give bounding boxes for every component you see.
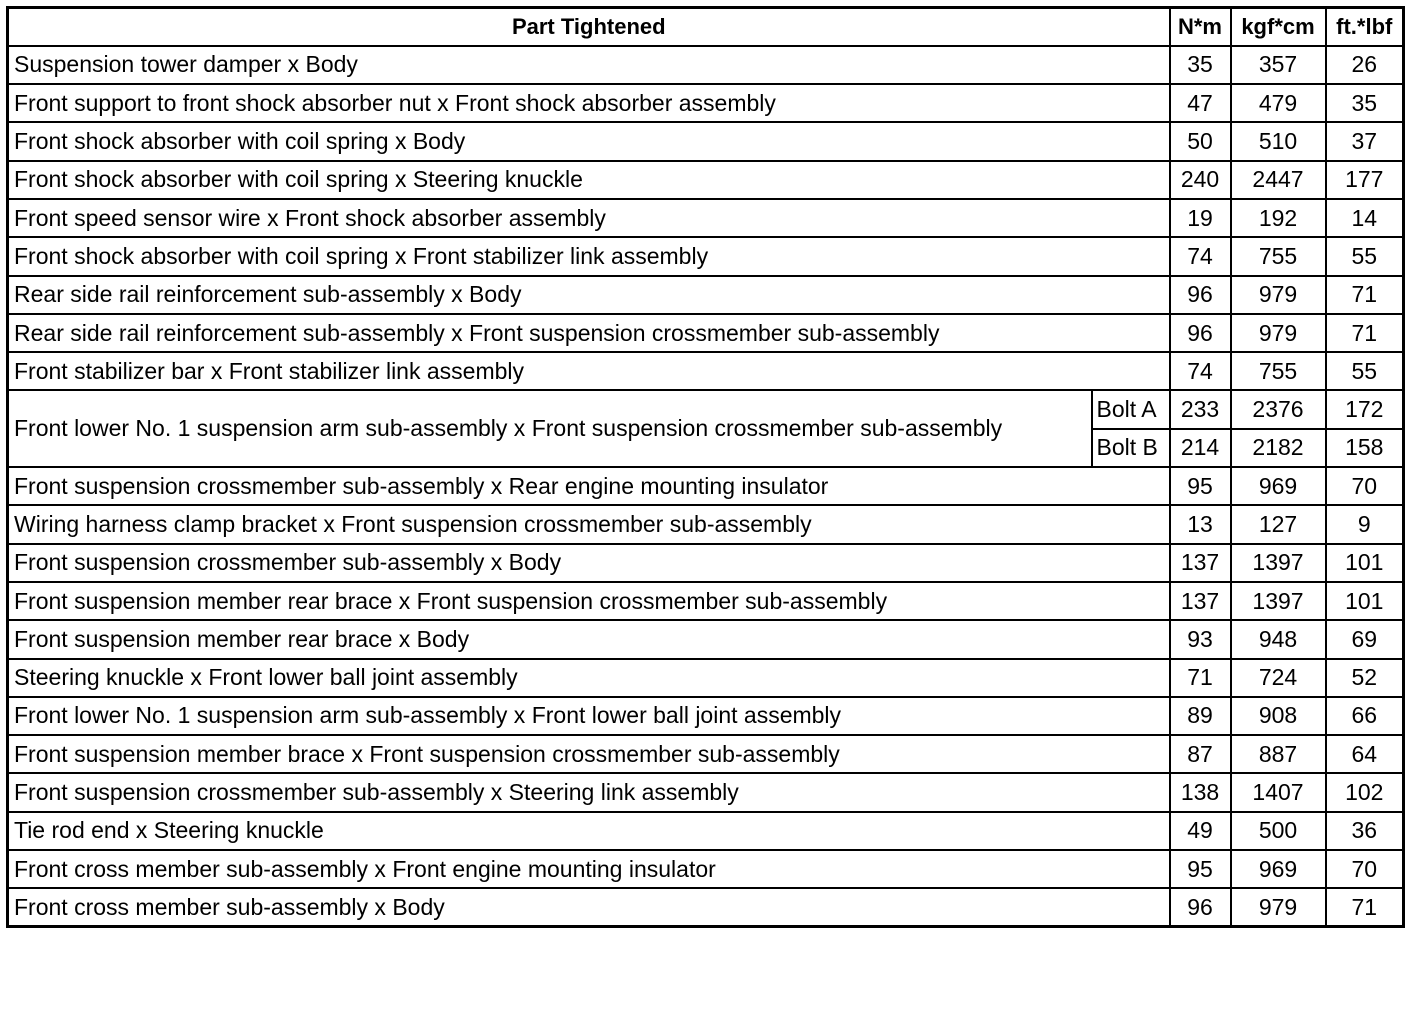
table-row — [8, 773, 1404, 811]
ftlbf-cell: 52 — [1326, 659, 1404, 697]
kgfcm-cell: 1397 — [1231, 544, 1326, 582]
part-tightened-cell: Front suspension member rear brace x Front suspension crossmember sub-assembly — [8, 582, 1170, 620]
table-row — [8, 199, 1404, 237]
ftlbf-cell: 37 — [1326, 122, 1404, 160]
table-row — [8, 390, 1404, 428]
ftlbf-cell: 70 — [1326, 467, 1404, 505]
part-tightened-cell: Front suspension crossmember sub-assembly x Steering link assembly — [8, 773, 1170, 811]
kgfcm-cell: 1407 — [1231, 773, 1326, 811]
kgfcm-cell: 948 — [1231, 620, 1326, 658]
nm-cell: 74 — [1170, 237, 1231, 275]
kgfcm-cell: 1397 — [1231, 582, 1326, 620]
ftlbf-cell: 158 — [1326, 429, 1404, 467]
kgfcm-cell: 510 — [1231, 122, 1326, 160]
kgfcm-cell: 479 — [1231, 84, 1326, 122]
part-tightened-cell: Front stabilizer bar x Front stabilizer link assembly — [8, 352, 1170, 390]
kgfcm-cell: 979 — [1231, 314, 1326, 352]
nm-cell: 87 — [1170, 735, 1231, 773]
nm-cell: 240 — [1170, 161, 1231, 199]
ftlbf-cell: 71 — [1326, 314, 1404, 352]
kgfcm-cell: 755 — [1231, 237, 1326, 275]
part-tightened-cell: Front suspension member rear brace x Body — [8, 620, 1170, 658]
table-row — [8, 84, 1404, 122]
nm-cell: 49 — [1170, 812, 1231, 850]
ftlbf-cell: 64 — [1326, 735, 1404, 773]
kgfcm-cell: 979 — [1231, 888, 1326, 926]
bolt-label-cell: Bolt A — [1092, 390, 1170, 428]
header-kgfcm: kgf*cm — [1231, 8, 1326, 46]
nm-cell: 93 — [1170, 620, 1231, 658]
nm-cell: 50 — [1170, 122, 1231, 160]
kgfcm-cell: 969 — [1231, 467, 1326, 505]
table-row — [8, 237, 1404, 275]
kgfcm-cell: 192 — [1231, 199, 1326, 237]
nm-cell: 96 — [1170, 314, 1231, 352]
kgfcm-cell: 908 — [1231, 697, 1326, 735]
nm-cell: 13 — [1170, 505, 1231, 543]
torque-specification-table — [6, 6, 1405, 928]
nm-cell: 89 — [1170, 697, 1231, 735]
ftlbf-cell: 69 — [1326, 620, 1404, 658]
table-row — [8, 161, 1404, 199]
nm-cell: 137 — [1170, 544, 1231, 582]
nm-cell: 47 — [1170, 84, 1231, 122]
part-tightened-cell: Wiring harness clamp bracket x Front suspension crossmember sub-assembly — [8, 505, 1170, 543]
nm-cell: 138 — [1170, 773, 1231, 811]
ftlbf-cell: 9 — [1326, 505, 1404, 543]
ftlbf-cell: 55 — [1326, 237, 1404, 275]
kgfcm-cell: 887 — [1231, 735, 1326, 773]
nm-cell: 19 — [1170, 199, 1231, 237]
kgfcm-cell: 2376 — [1231, 390, 1326, 428]
part-tightened-cell: Front suspension member brace x Front suspension crossmember sub-assembly — [8, 735, 1170, 773]
nm-cell: 96 — [1170, 888, 1231, 926]
kgfcm-cell: 969 — [1231, 850, 1326, 888]
header-nm: N*m — [1170, 8, 1231, 46]
part-tightened-cell: Rear side rail reinforcement sub-assembly x Body — [8, 276, 1170, 314]
header-ftlbf: ft.*lbf — [1326, 8, 1404, 46]
nm-cell: 214 — [1170, 429, 1231, 467]
part-tightened-cell: Front speed sensor wire x Front shock absorber assembly — [8, 199, 1170, 237]
table-row — [8, 697, 1404, 735]
ftlbf-cell: 71 — [1326, 276, 1404, 314]
kgfcm-cell: 2182 — [1231, 429, 1326, 467]
nm-cell: 71 — [1170, 659, 1231, 697]
ftlbf-cell: 172 — [1326, 390, 1404, 428]
part-tightened-cell: Front cross member sub-assembly x Body — [8, 888, 1170, 926]
kgfcm-cell: 500 — [1231, 812, 1326, 850]
nm-cell: 96 — [1170, 276, 1231, 314]
ftlbf-cell: 26 — [1326, 46, 1404, 84]
ftlbf-cell: 177 — [1326, 161, 1404, 199]
kgfcm-cell: 127 — [1231, 505, 1326, 543]
table-row — [8, 467, 1404, 505]
part-tightened-cell: Tie rod end x Steering knuckle — [8, 812, 1170, 850]
table-row — [8, 314, 1404, 352]
header-row — [8, 8, 1404, 46]
part-tightened-cell: Front lower No. 1 suspension arm sub-assembly x Front suspension crossmember sub-assembly — [8, 390, 1092, 467]
bolt-label-cell: Bolt B — [1092, 429, 1170, 467]
part-tightened-cell: Front lower No. 1 suspension arm sub-assembly x Front lower ball joint assembly — [8, 697, 1170, 735]
part-tightened-cell: Front suspension crossmember sub-assembly x Rear engine mounting insulator — [8, 467, 1170, 505]
ftlbf-cell: 71 — [1326, 888, 1404, 926]
table-row — [8, 620, 1404, 658]
part-tightened-cell: Rear side rail reinforcement sub-assembly x Front suspension crossmember sub-assembly — [8, 314, 1170, 352]
kgfcm-cell: 724 — [1231, 659, 1326, 697]
part-tightened-cell: Front cross member sub-assembly x Front engine mounting insulator — [8, 850, 1170, 888]
table-row — [8, 46, 1404, 84]
part-tightened-cell: Suspension tower damper x Body — [8, 46, 1170, 84]
table-row — [8, 582, 1404, 620]
nm-cell: 35 — [1170, 46, 1231, 84]
part-tightened-cell: Front shock absorber with coil spring x Front stabilizer link assembly — [8, 237, 1170, 275]
table-row — [8, 122, 1404, 160]
ftlbf-cell: 101 — [1326, 582, 1404, 620]
part-tightened-cell: Front support to front shock absorber nut x Front shock absorber assembly — [8, 84, 1170, 122]
kgfcm-cell: 357 — [1231, 46, 1326, 84]
ftlbf-cell: 101 — [1326, 544, 1404, 582]
table-row — [8, 276, 1404, 314]
kgfcm-cell: 2447 — [1231, 161, 1326, 199]
nm-cell: 137 — [1170, 582, 1231, 620]
ftlbf-cell: 36 — [1326, 812, 1404, 850]
table-row — [8, 659, 1404, 697]
ftlbf-cell: 55 — [1326, 352, 1404, 390]
part-tightened-cell: Front shock absorber with coil spring x Body — [8, 122, 1170, 160]
table-row — [8, 352, 1404, 390]
nm-cell: 95 — [1170, 467, 1231, 505]
table-row — [8, 812, 1404, 850]
table-row — [8, 505, 1404, 543]
table-row — [8, 544, 1404, 582]
header-part-tightened: Part Tightened — [8, 8, 1170, 46]
ftlbf-cell: 35 — [1326, 84, 1404, 122]
table-row — [8, 850, 1404, 888]
ftlbf-cell: 70 — [1326, 850, 1404, 888]
table-body — [8, 46, 1404, 927]
table-row — [8, 735, 1404, 773]
ftlbf-cell: 14 — [1326, 199, 1404, 237]
table-row — [8, 888, 1404, 926]
part-tightened-cell: Front shock absorber with coil spring x Steering knuckle — [8, 161, 1170, 199]
kgfcm-cell: 979 — [1231, 276, 1326, 314]
part-tightened-cell: Front suspension crossmember sub-assembly x Body — [8, 544, 1170, 582]
ftlbf-cell: 66 — [1326, 697, 1404, 735]
kgfcm-cell: 755 — [1231, 352, 1326, 390]
ftlbf-cell: 102 — [1326, 773, 1404, 811]
part-tightened-cell: Steering knuckle x Front lower ball joint assembly — [8, 659, 1170, 697]
nm-cell: 74 — [1170, 352, 1231, 390]
nm-cell: 95 — [1170, 850, 1231, 888]
nm-cell: 233 — [1170, 390, 1231, 428]
